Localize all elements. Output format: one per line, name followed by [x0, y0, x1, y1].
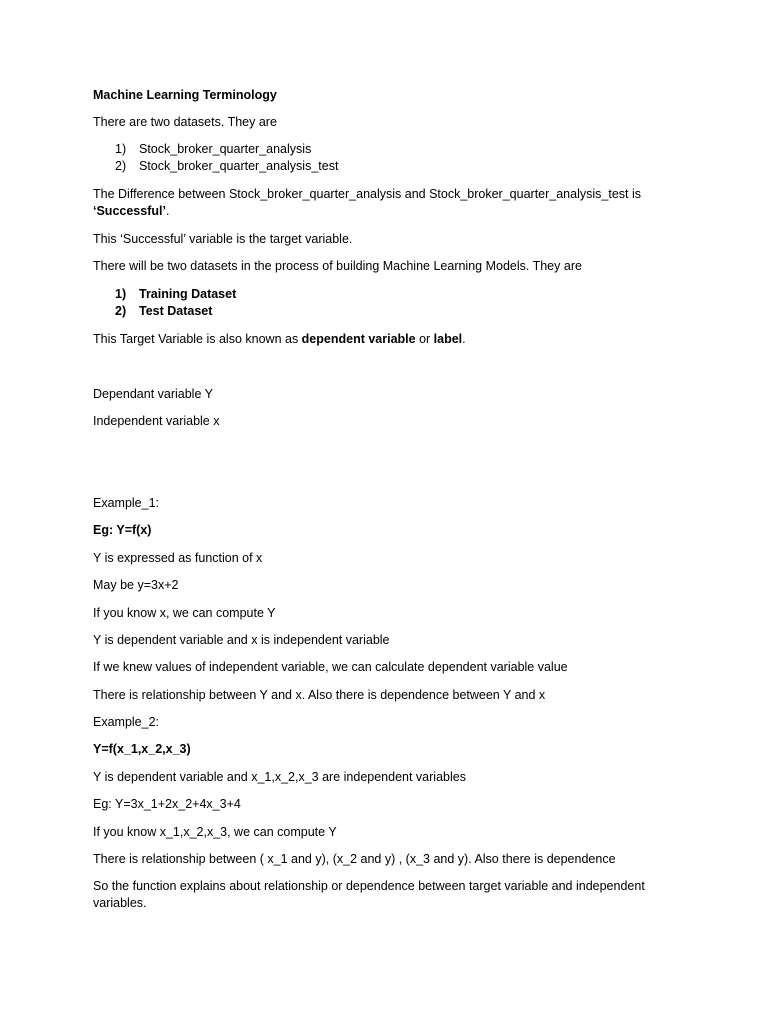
difference-end: .: [165, 204, 170, 218]
example2-line: Eg: Y=3x_1+2x_2+4x_3+4: [93, 797, 241, 811]
example2-line: If you know x_1,x_2,x_3, we can compute Y: [93, 825, 337, 839]
example1-equation: Eg: Y=f(x): [93, 523, 152, 537]
difference-text: The Difference between Stock_broker_quarter_analysis and Stock_broker_quarter_analysis_test is: [93, 187, 641, 201]
target-line: This ‘Successful’ variable is the target variable.: [93, 232, 353, 246]
list-text: Stock_broker_quarter_analysis: [139, 142, 312, 156]
example2-line: There is relationship between ( x_1 and y), (x_2 and y) , (x_3 and y). Also there is dependence: [93, 852, 616, 866]
dependant-line: Dependant variable Y: [93, 387, 213, 401]
dependent-variable-bold: dependent variable: [301, 332, 416, 346]
known-as-line: [93, 331, 466, 348]
example2-heading: Example_2:: [93, 715, 160, 729]
example1-heading: Example_1:: [93, 496, 160, 510]
example1-line: May be y=3x+2: [93, 578, 179, 592]
doc-title: Machine Learning Terminology: [93, 88, 277, 102]
document-page: [93, 0, 693, 1024]
list-text: Test Dataset: [139, 304, 213, 318]
difference-continued: [93, 203, 169, 220]
two-datasets-line: There will be two datasets in the process of building Machine Learning Models. They are: [93, 259, 582, 273]
list-number: 2): [115, 304, 127, 318]
successful-bold: ‘Successful’: [93, 204, 166, 218]
list-text: Stock_broker_quarter_analysis_test: [139, 159, 339, 173]
example1-line: Y is dependent variable and x is independent variable: [93, 633, 390, 647]
closing-paragraph: So the function explains about relationship or dependence between target variable and independent variables.: [93, 879, 645, 910]
independent-line: Independent variable x: [93, 414, 220, 428]
known-as-prefix: This Target Variable is also known as: [93, 332, 302, 346]
example1-line: If you know x, we can compute Y: [93, 606, 276, 620]
example2-line: Y is dependent variable and x_1,x_2,x_3 are independent variables: [93, 770, 466, 784]
list-number: 2): [115, 159, 127, 173]
list-number: 1): [115, 287, 127, 301]
example1-line: If we knew values of independent variable, we can calculate dependent variable value: [93, 660, 568, 674]
known-as-mid: or: [415, 332, 434, 346]
list-number: 1): [115, 142, 127, 156]
example1-line: Y is expressed as function of x: [93, 551, 263, 565]
list-text: Training Dataset: [139, 287, 237, 301]
example1-line: There is relationship between Y and x. Also there is dependence between Y and x: [93, 688, 546, 702]
known-as-end: .: [462, 332, 466, 346]
intro-text: There are two datasets. They are: [93, 115, 277, 129]
label-bold: label: [433, 332, 463, 346]
example2-equation: Y=f(x_1,x_2,x_3): [93, 742, 191, 756]
